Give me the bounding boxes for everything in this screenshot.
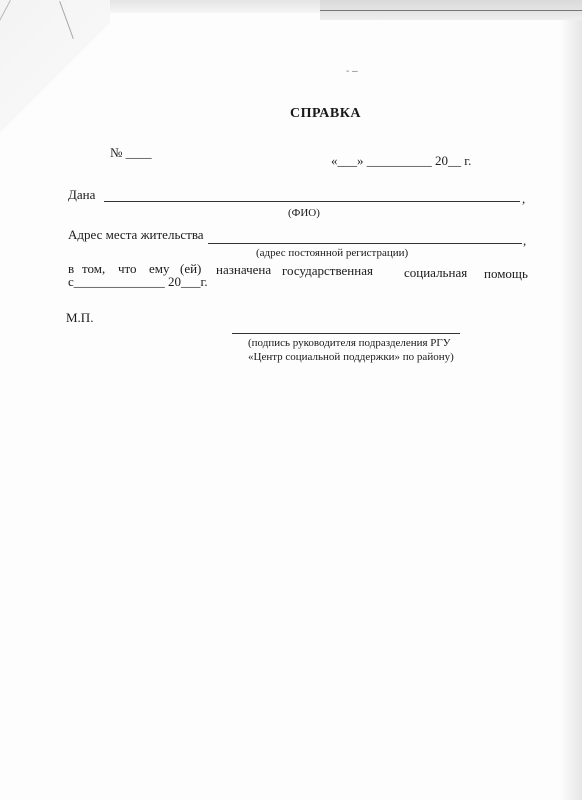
fio-blank-line [104,201,520,202]
document-title: СПРАВКА [290,106,361,121]
stamp-label: М.П. [66,310,94,325]
address-caption: (адрес постоянной регистрации) [256,247,409,259]
issued-to-label: Дана [68,187,96,202]
fio-comma: , [522,191,526,206]
body-word: в [68,261,75,276]
body-word: что [118,261,137,276]
scan-dash-mark: - – [346,66,358,77]
address-comma: , [523,233,527,248]
body-word: том, [82,261,106,276]
fio-caption: (ФИО) [288,207,320,219]
document-date-field: «___» __________ 20__ г. [331,153,472,168]
address-label: Адрес места жительства [68,227,204,242]
scan-right-edge [560,20,582,800]
body-word: помощь [484,266,528,281]
body-word: (ей) [180,261,202,276]
signature-caption-line1: (подпись руководителя подразделения РГУ [248,337,451,349]
address-blank-line [208,243,522,244]
scan-folded-corner [0,0,110,170]
body-word: назначена [216,262,272,277]
body-word: государственная [282,263,373,278]
body-word: социальная [404,265,468,280]
signature-caption-line2: «Центр социальной поддержки» по району) [248,351,454,363]
document-number-field: № ____ [110,145,152,160]
body-word: ему [149,261,170,276]
scan-top-strip [320,0,582,20]
signature-blank-line [232,333,460,334]
assistance-start-date: с______________ 20___г. [68,274,208,289]
